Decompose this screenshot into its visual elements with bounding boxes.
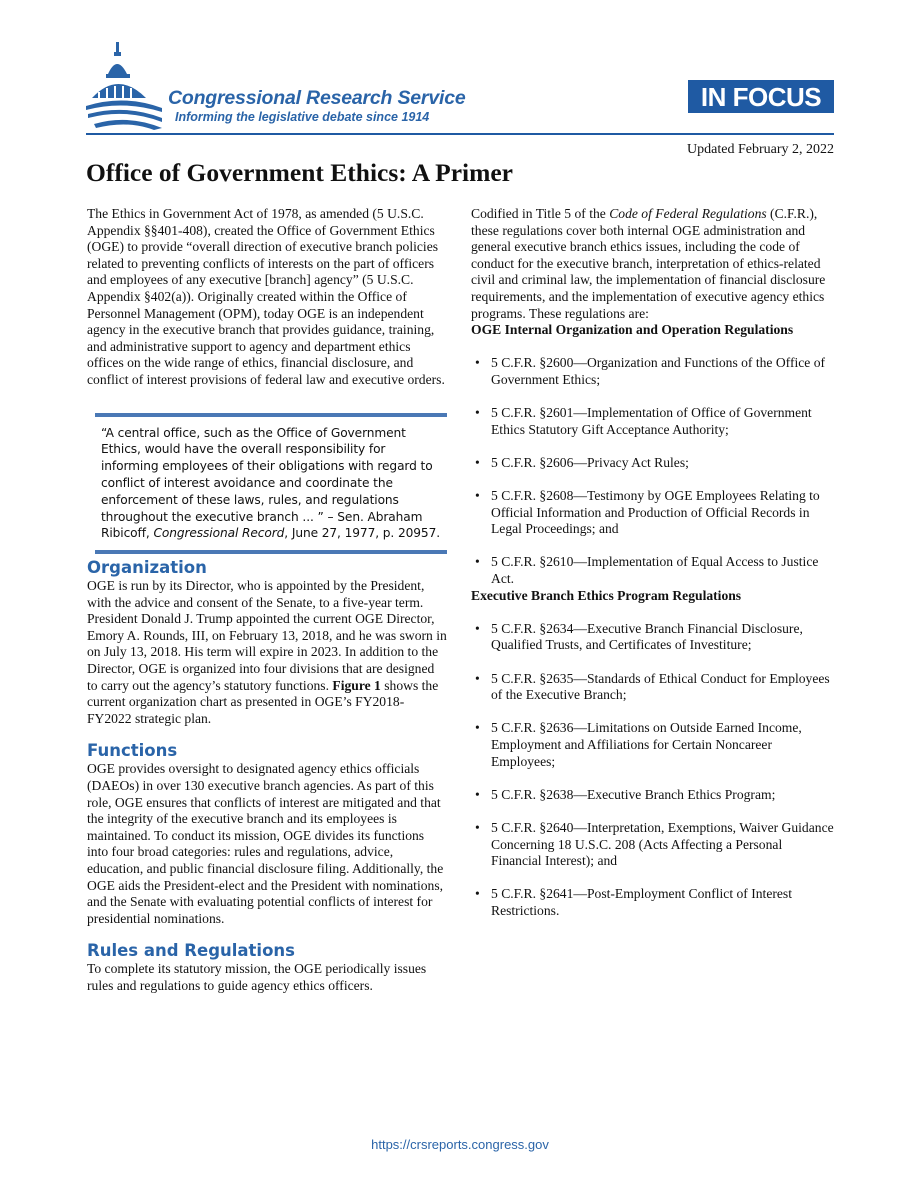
list-item: • 5 C.F.R. §2606—Privacy Act Rules; [471,455,835,472]
list-item: • 5 C.F.R. §2638—Executive Branch Ethics Program; [471,787,835,804]
figure-1-reference[interactable]: Figure 1 [332,677,381,693]
list-item: • 5 C.F.R. §2600—Organization and Functions of the Office of Government Ethics; [471,355,835,388]
quote-text: “A central office, such as the Office of Government Ethics, would have the overall responsibility for informing employees of their obligations with regard to conflict of interest avoidance and coordinate the enforcement of these laws, rules, and regulations throughout the executive branch ... ” – Sen. Abraham Ribicoff, [101,425,433,541]
executive-regulations-list [471,621,835,920]
cfr-title: Code of Federal Regulations [609,206,767,221]
rules-paragraph: To complete its statutory mission, the OGE periodically issues rules and regulations to guide agency ethics officers. [87,961,427,993]
header-divider [86,133,834,135]
subheading-executive-regulations: Executive Branch Ethics Program Regulations [471,587,742,603]
organization-text-2: shows the current organization chart as presented in OGE’s FY2018-FY2022 strategic plan. [87,677,439,726]
quote-tail: , June 27, 1977, p. 20957. [284,526,440,541]
list-item: • 5 C.F.R. §2601—Implementation of Office of Government Ethics Statutory Gift Acceptance Authority; [471,405,835,438]
updated-date: Updated February 2, 2022 [687,142,834,157]
footer-url-link[interactable]: https://crsreports.congress.gov [371,1137,549,1152]
heading-organization: Organization [87,558,207,578]
in-focus-badge: IN FOCUS [688,80,834,113]
regulations-intro-b: (C.F.R.), these regulations cover both internal OGE administration and general executive branch ethics issues, including the code of conduct for the executive branch, interpretation of ethics-related civil and criminal law, the implementation of financial disclosure requirements, and the implementation of executive agency ethics programs. These regulations are: [471,206,826,321]
list-item: • 5 C.F.R. §2640—Interpretation, Exemptions, Waiver Guidance Concerning 18 U.S.C. 208 (Acts Affecting a Personal Financial Interest); and [471,820,835,870]
regulations-intro-a: Codified in Title 5 of the [471,206,610,221]
page-title: Office of Government Ethics: A Primer [86,158,514,187]
organization-paragraph [87,578,447,727]
list-item: • 5 C.F.R. §2635—Standards of Ethical Conduct for Employees of the Executive Branch; [471,671,835,704]
list-item: • 5 C.F.R. §2641—Post-Employment Conflict of Interest Restrictions. [471,886,835,919]
intro-paragraph: The Ethics in Government Act of 1978, as amended (5 U.S.C. Appendix §§401-408), created the Office of Government Ethics (OGE) to provide “overall direction of executive branch policies related to preventing conflicts of interests on the part of officers and employees of any executive [branch] agency” (5 U.S.C. Appendix §402(a)). Originally created within the Office of Personnel Management (OPM), today OGE is an independent agency in the executive branch that provides guidance, training, and administrative support to agency and department ethics offices on the wide range of ethics, financial disclosure, and conflict of interest provisions of federal law and executive orders. [87,206,445,387]
org-tagline: Informing the legislative debate since 1914 [175,110,430,124]
organization-text-1: OGE is run by its Director, who is appointed by the President, with the advice and consent of the Senate, to a five-year term. President Donald J. Trump appointed the current OGE Director, Emory A. Rounds, III, on February 13, 2018, and he was sworn in on July 13, 2018. His term will expire in 2023. In addition to the Director, OGE is organized into four divisions that are designed to carry out the agency’s statutory functions. [87,578,447,693]
functions-paragraph: OGE provides oversight to designated agency ethics officials (DAEOs) in over 130 executive branch agencies. As part of this role, OGE ensures that conflicts of interest are mitigated and that the integrity of the executive branch and its employees is maintained. To conduct its mission, OGE divides its functions into four broad categories: rules and regulations, advice, education, and public financial disclosure filing. Additionally, the OGE aids the President-elect and the President with nominations, and the Senate with evaluating potential conflicts of interest for presidential nominations. [87,761,444,926]
quote-source: Congressional Record [153,526,285,541]
heading-functions: Functions [87,741,178,761]
heading-rules-and-regulations: Rules and Regulations [87,941,295,961]
left-column [87,206,447,995]
subheading-internal-regulations: OGE Internal Organization and Operation Regulations [471,322,794,338]
org-name: Congressional Research Service [168,87,466,109]
list-item: • 5 C.F.R. §2610—Implementation of Equal Access to Justice Act. [471,554,835,587]
right-column [471,206,835,920]
regulations-intro [471,206,835,322]
list-item: • 5 C.F.R. §2608—Testimony by OGE Employees Relating to Official Information and Production of Official Records in Legal Proceedings; and [471,488,835,538]
internal-regulations-list [471,355,835,587]
list-item: • 5 C.F.R. §2634—Executive Branch Financial Disclosure, Qualified Trusts, and Certificates of Investiture; [471,621,835,654]
crs-capitol-logo [84,40,164,130]
list-item: • 5 C.F.R. §2636—Limitations on Outside Earned Income, Employment and Affiliations for Certain Noncareer Employees; [471,720,835,770]
quote-box [95,413,447,555]
